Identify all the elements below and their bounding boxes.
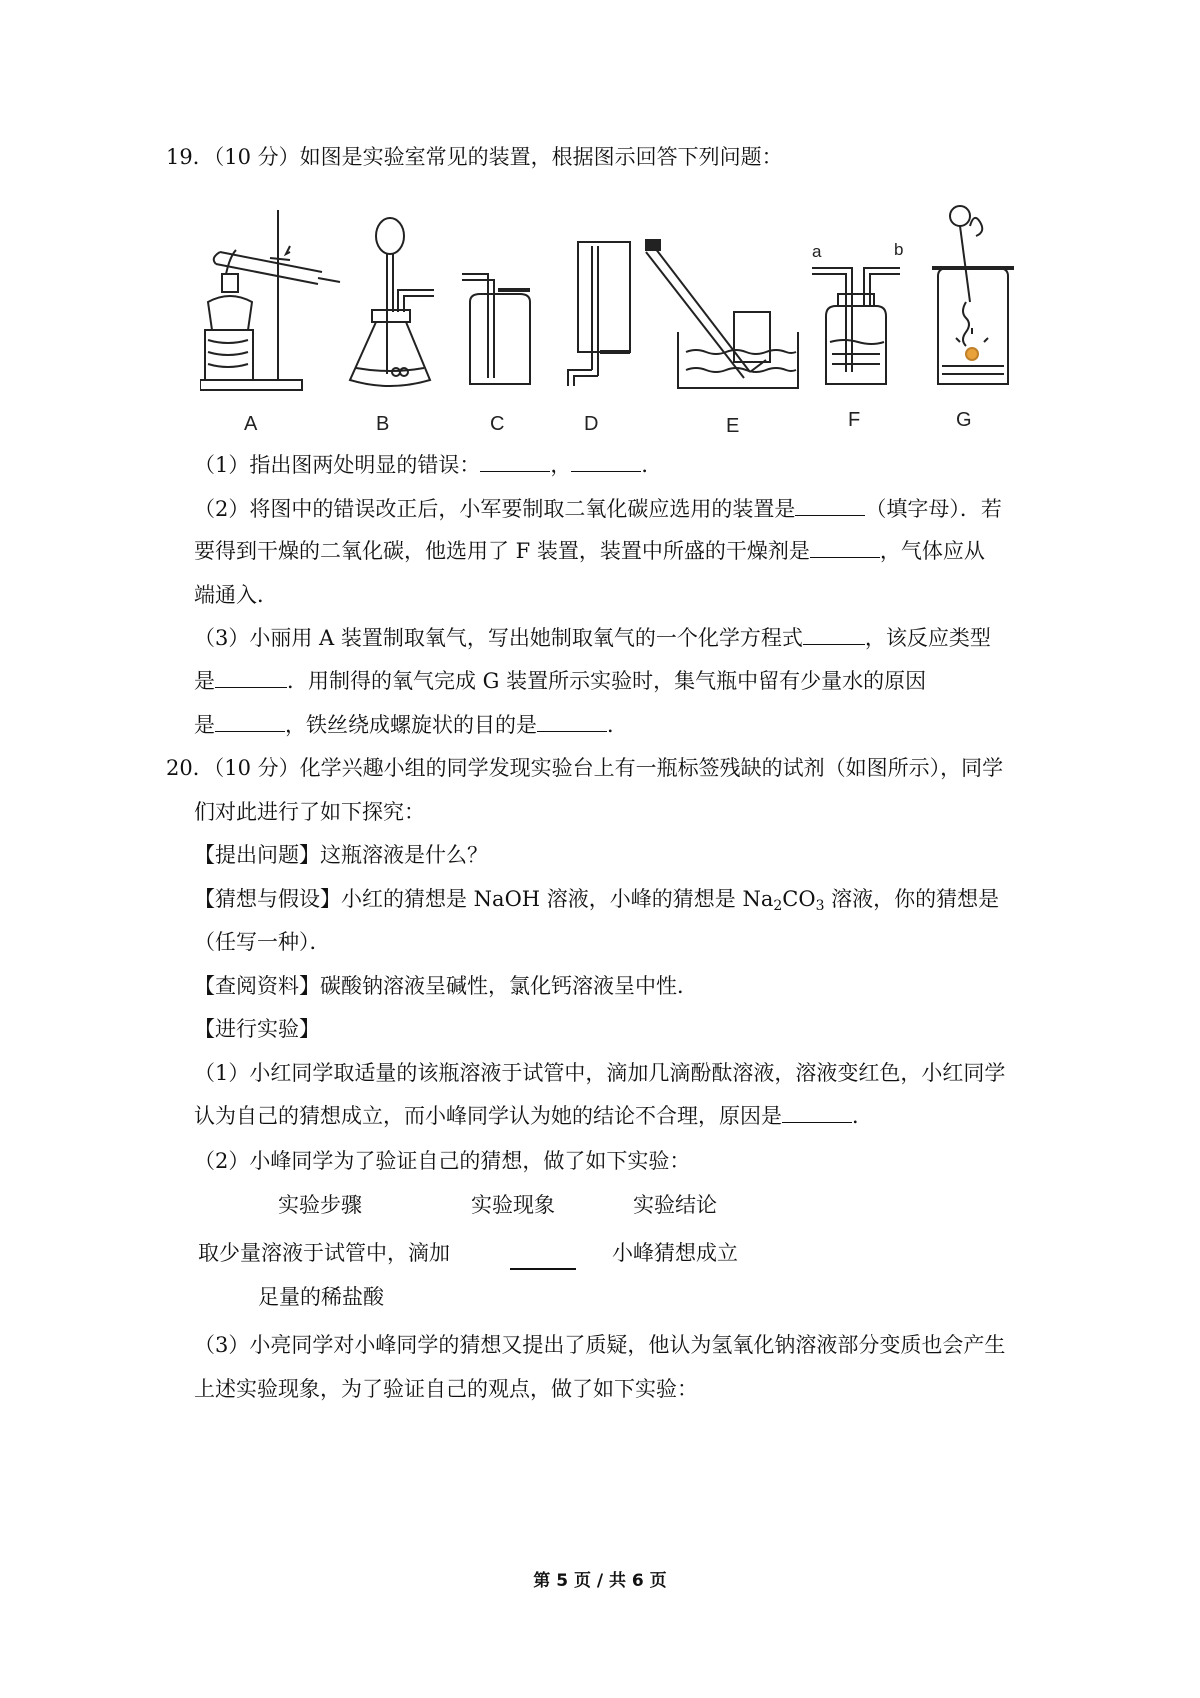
label-a: A [244, 413, 258, 435]
label-c: C [490, 413, 505, 435]
table-conclusion: 小峰猜想成立 [612, 1241, 738, 1265]
port-b-label: b [894, 240, 904, 259]
answer-blank[interactable] [510, 1268, 576, 1270]
q19-part2-line1: （2）将图中的错误改正后，小军要制取二氧化碳应选用的装置是 （填字母）．若 [194, 497, 1002, 521]
answer-blank[interactable] [537, 711, 607, 732]
apparatus-g [932, 206, 1014, 384]
q20-exp3-line2: 上述实验现象，为了验证自己的观点，做了如下实验： [194, 1377, 698, 1401]
answer-blank[interactable] [571, 451, 641, 472]
page-footer: 第 5 页 / 共 6 页 [533, 1571, 667, 1591]
q20-exp2: （2）小峰同学为了验证自己的猜想，做了如下实验： [194, 1149, 691, 1173]
q19-part3-line1: （3）小丽用 A 装置制取氧气，写出她制取氧气的一个化学方程式 ，该反应类型 [194, 626, 991, 650]
apparatus-f [812, 240, 903, 384]
q19-part2-line2: 要得到干燥的二氧化碳，他选用了 F 装置，装置中所盛的干燥剂是 ，气体应从 [194, 539, 985, 563]
table-header-steps: 实验步骤 [278, 1193, 362, 1217]
q19-part3-line3: 是 ，铁丝绕成螺旋状的目的是 ． [194, 713, 628, 737]
apparatus-d [568, 242, 630, 386]
answer-blank[interactable] [215, 711, 285, 732]
q20-question: 【提出问题】这瓶溶液是什么？ [194, 843, 488, 867]
answer-blank[interactable] [810, 537, 880, 558]
q20-intro-line1: 20．（10 分）化学兴趣小组的同学发现实验台上有一瓶标签残缺的试剂（如图所示），同学 [166, 756, 1004, 780]
lab-apparatus-figure [200, 202, 1100, 444]
q20-exp3-line1: （3）小亮同学对小峰同学的猜想又提出了质疑，他认为氢氧化钠溶液部分变质也会产生 [194, 1333, 1006, 1357]
answer-blank[interactable] [795, 495, 865, 516]
q20-exp1-line1: （1）小红同学取适量的该瓶溶液于试管中，滴加几滴酚酞溶液，溶液变红色，小红同学 [194, 1061, 1006, 1085]
table-header-phenomena: 实验现象 [471, 1193, 555, 1217]
label-g: G [956, 409, 972, 431]
table-step-line1: 取少量溶液于试管中，滴加 [198, 1241, 450, 1265]
answer-blank[interactable] [215, 667, 287, 688]
table-header-conclusion: 实验结论 [633, 1193, 717, 1217]
answer-blank[interactable] [803, 624, 865, 645]
q20-exp1-line2: 认为自己的猜想成立，而小峰同学认为她的结论不合理，原因是 ． [194, 1104, 873, 1128]
answer-blank[interactable] [782, 1102, 852, 1123]
apparatus-b [350, 218, 434, 386]
q20-guess-line1: 【猜想与假设】小红的猜想是 NaOH 溶液，小峰的猜想是 $Na_2CO_3$ 溶液，你的猜想是 [194, 887, 1000, 914]
table-step-line2: 足量的稀盐酸 [258, 1285, 384, 1309]
label-b: B [376, 413, 390, 435]
q19-part1: （1）指出图两处明显的错误： ， ． [194, 453, 663, 477]
q20-exp-title: 【进行实验】 [194, 1017, 320, 1041]
apparatus-c [462, 274, 530, 384]
apparatus-e [646, 240, 798, 388]
port-a-label: a [812, 242, 822, 261]
q20-guess-line2: （任写一种）． [194, 930, 331, 954]
apparatus-a [200, 210, 340, 390]
q19-part2-line3: 端通入． [194, 583, 278, 607]
label-f: F [848, 409, 861, 431]
answer-blank[interactable] [480, 451, 550, 472]
q20-intro-line2: 们对此进行了如下探究： [194, 800, 425, 824]
label-d: D [584, 413, 599, 435]
q20-info: 【查阅资料】碳酸钠溶液呈碱性，氯化钙溶液呈中性． [194, 974, 698, 998]
q19-intro: 19．（10 分）如图是实验室常见的装置，根据图示回答下列问题： [166, 145, 783, 169]
label-e: E [726, 415, 740, 437]
q19-part3-line2: 是 ．用制得的氧气完成 G 装置所示实验时，集气瓶中留有少量水的原因 [194, 669, 927, 693]
